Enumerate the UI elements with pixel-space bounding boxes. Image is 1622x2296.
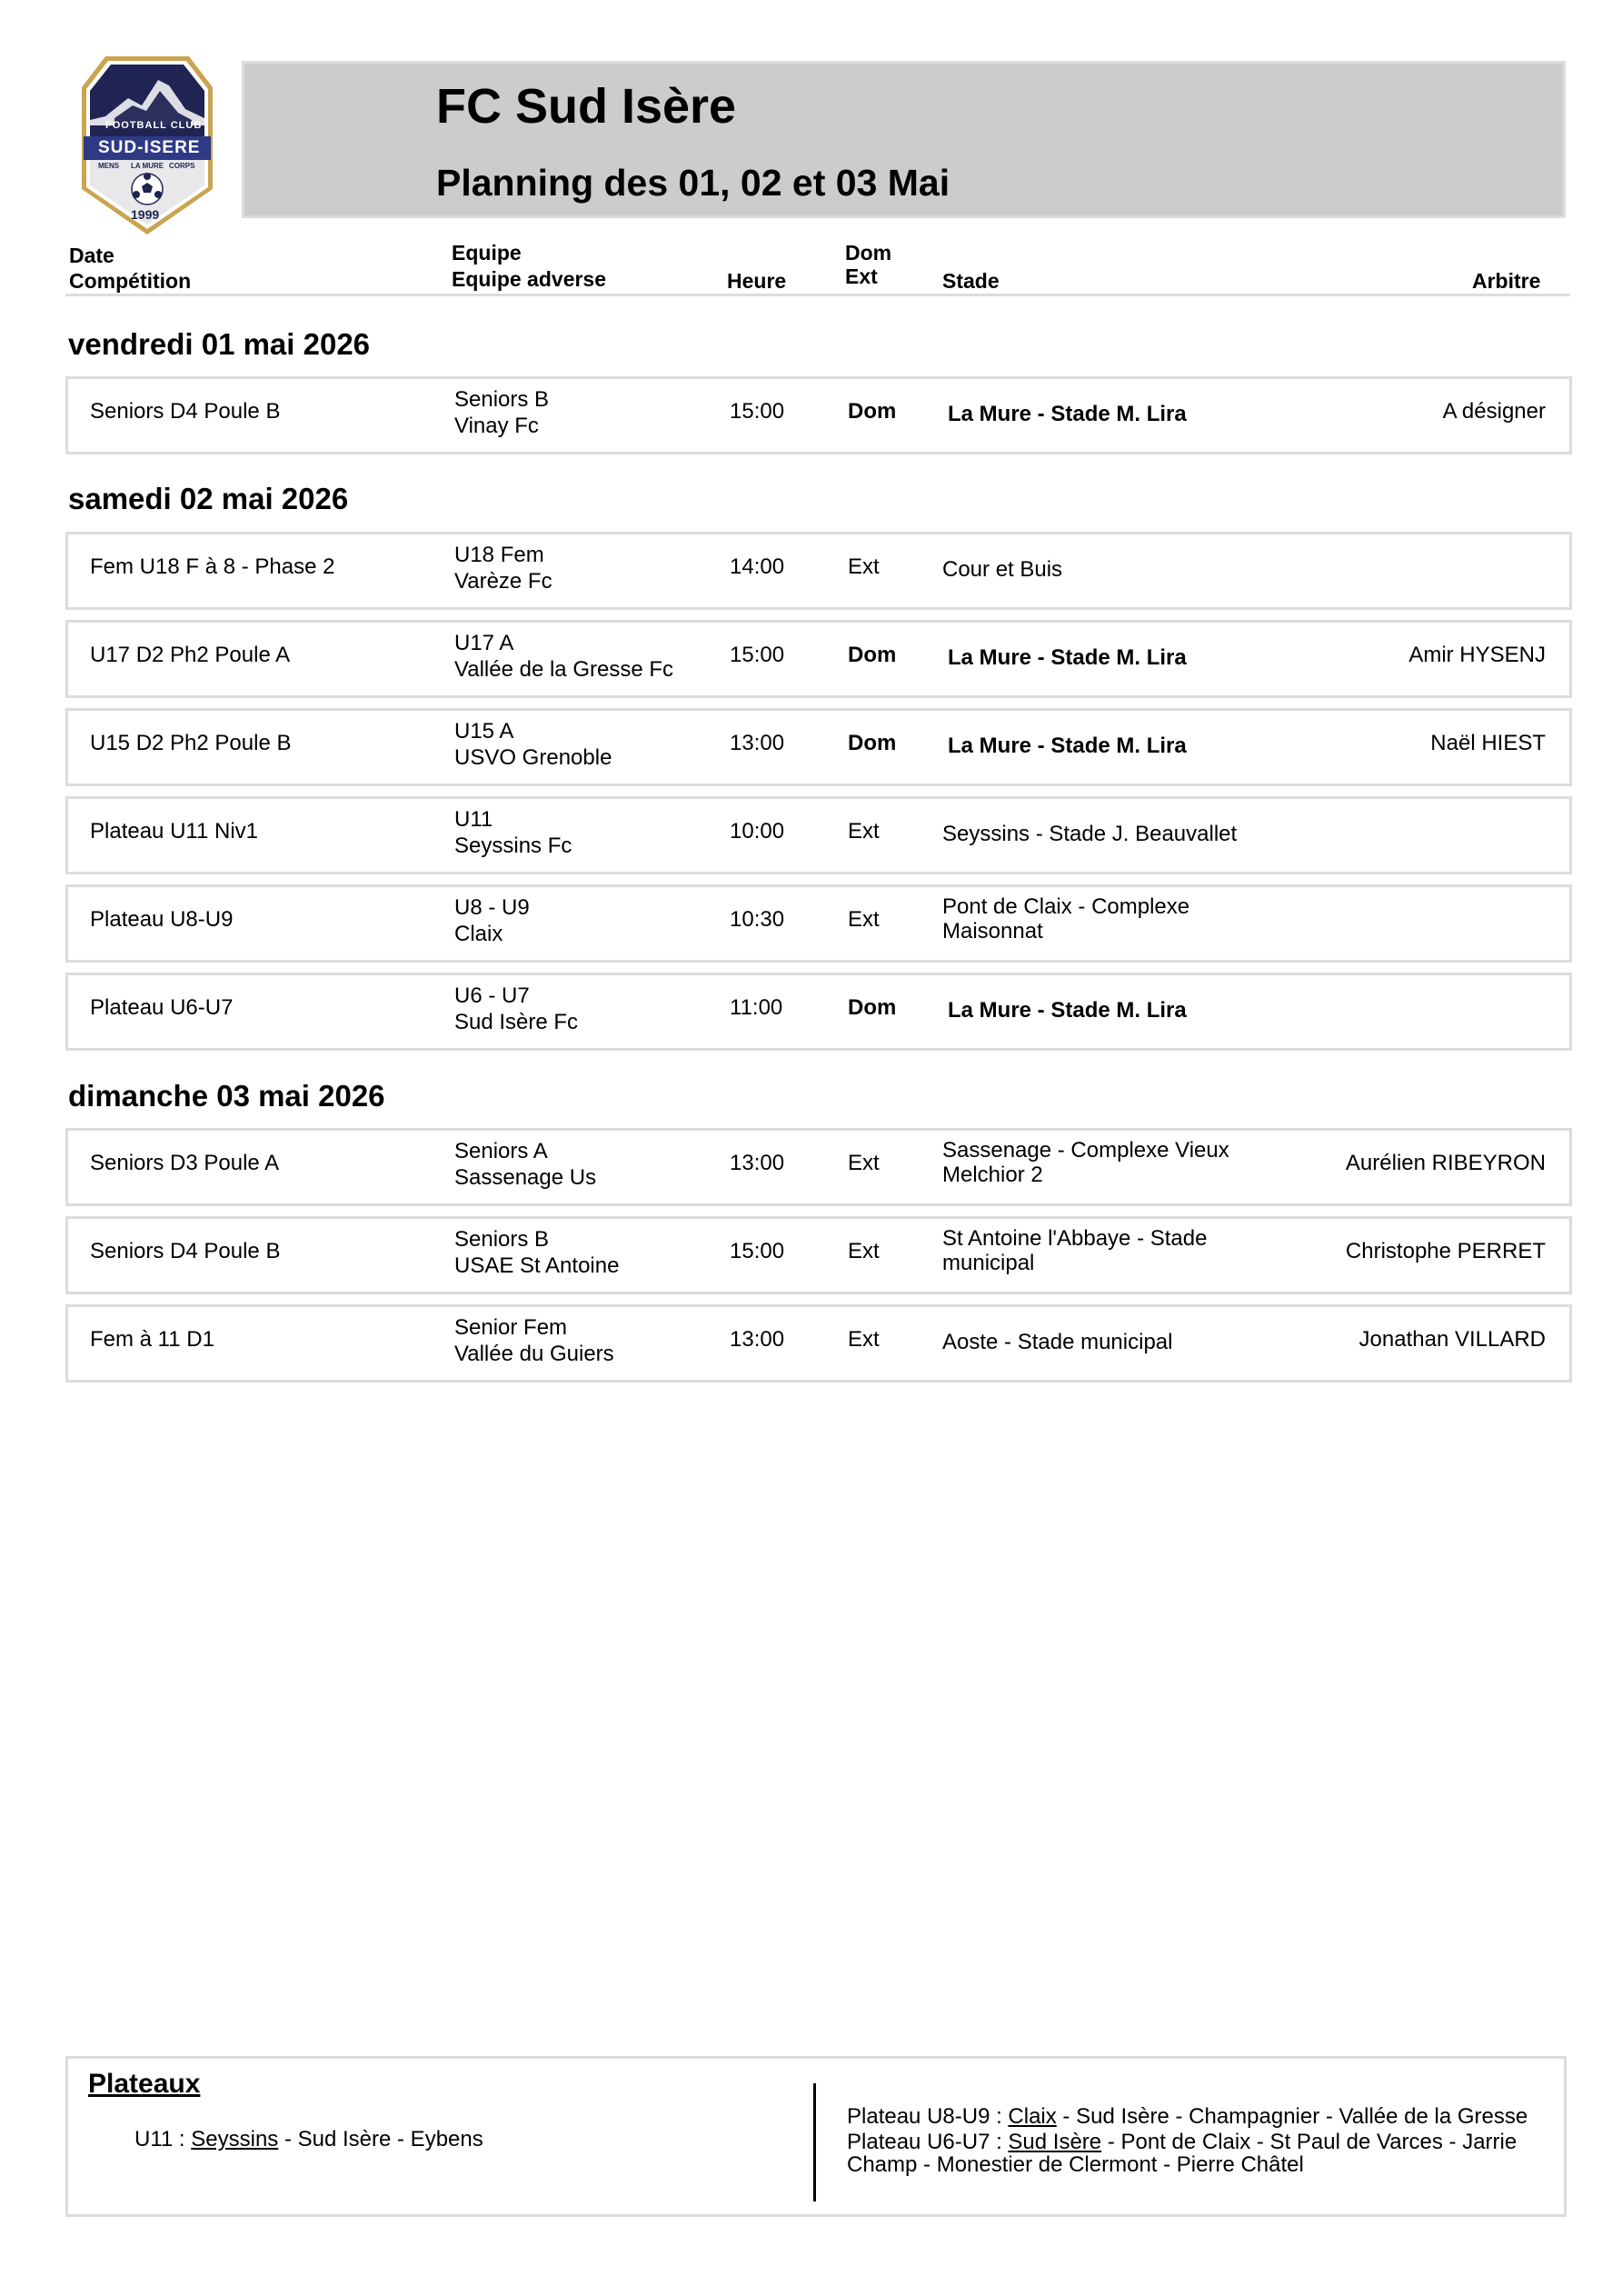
match-stade: La Mure - Stade M. Lira xyxy=(948,645,1187,670)
match-teams xyxy=(454,1226,619,1279)
col-header-equipe: Equipe xyxy=(452,241,522,265)
match-teams xyxy=(454,630,673,683)
match-equipe: U18 Fem xyxy=(454,543,544,567)
match-stade-line2: municipal xyxy=(942,1251,1035,1275)
match-adversaire: Claix xyxy=(454,922,503,946)
match-adversaire: Vallée de la Gresse Fc xyxy=(454,657,673,682)
match-heure: 10:00 xyxy=(730,819,785,844)
match-row xyxy=(65,884,1572,963)
match-teams xyxy=(454,1314,614,1367)
match-heure: 13:00 xyxy=(730,731,785,755)
match-dom-ext: Ext xyxy=(848,1151,880,1175)
match-arbitre: Aurélien RIBEYRON xyxy=(1345,1151,1546,1175)
match-row xyxy=(65,973,1572,1051)
match-dom-ext: Ext xyxy=(848,1239,880,1263)
match-stade xyxy=(942,894,1189,943)
col-header-dom: Dom xyxy=(845,241,892,265)
match-competition: Plateau U8-U9 xyxy=(90,907,234,932)
match-adversaire: Varèze Fc xyxy=(454,569,552,594)
col-header-arbitre: Arbitre xyxy=(1472,269,1541,293)
match-equipe: U6 - U7 xyxy=(454,983,530,1008)
match-equipe: U15 A xyxy=(454,719,514,744)
day-title: vendredi 01 mai 2026 xyxy=(68,327,371,361)
match-stade-line1: St Antoine l'Abbaye - Stade xyxy=(942,1226,1208,1251)
plateau-u8u9-host: Claix xyxy=(1008,2104,1057,2129)
match-stade-line2: Melchior 2 xyxy=(942,1163,1043,1187)
plateau-u6u7-prefix: Plateau U6-U7 : xyxy=(847,2130,1009,2154)
col-header-stade: Stade xyxy=(942,269,1000,293)
match-stade xyxy=(942,1138,1229,1187)
match-heure: 13:00 xyxy=(730,1327,785,1352)
match-stade: La Mure - Stade M. Lira xyxy=(948,734,1187,758)
match-arbitre: A désigner xyxy=(1442,399,1546,424)
match-stade: La Mure - Stade M. Lira xyxy=(948,402,1187,426)
match-adversaire: USVO Grenoble xyxy=(454,745,612,770)
match-dom-ext: Dom xyxy=(848,995,897,1020)
plateau-u11-prefix: U11 : xyxy=(134,2127,192,2151)
match-arbitre: Jonathan VILLARD xyxy=(1358,1327,1546,1352)
plateau-u8u9-prefix: Plateau U8-U9 : xyxy=(847,2104,1009,2129)
plateaux-divider xyxy=(813,2083,816,2201)
match-dom-ext: Dom xyxy=(848,731,897,755)
match-stade xyxy=(942,1226,1207,1275)
match-equipe: Seniors B xyxy=(454,387,550,412)
match-stade-line2: Maisonnat xyxy=(942,919,1043,943)
match-heure: 13:00 xyxy=(730,1151,785,1175)
match-teams xyxy=(454,718,612,771)
header-divider xyxy=(65,294,1570,296)
match-heure: 10:30 xyxy=(730,907,785,932)
match-heure: 15:00 xyxy=(730,643,785,667)
match-competition: Fem à 11 D1 xyxy=(90,1327,214,1352)
match-arbitre: Naël HIEST xyxy=(1430,731,1546,755)
match-heure: 15:00 xyxy=(730,399,785,424)
logo-text-la-mure: LA MURE xyxy=(131,162,164,170)
match-competition: U15 D2 Ph2 Poule B xyxy=(90,731,292,755)
match-row xyxy=(65,620,1572,698)
match-arbitre: Christophe PERRET xyxy=(1345,1239,1546,1263)
match-dom-ext: Ext xyxy=(848,819,880,844)
match-equipe: Senior Fem xyxy=(454,1315,568,1340)
col-header-heure: Heure xyxy=(727,269,787,293)
col-header-date: Date xyxy=(69,244,114,267)
logo-text-sud-isere: SUD-ISERE xyxy=(98,138,201,157)
match-dom-ext: Ext xyxy=(848,1327,880,1352)
match-teams xyxy=(454,983,578,1035)
plateau-u6u7-line xyxy=(847,2131,1517,2153)
plateau-u8u9-rest: - Sud Isère - Champagnier - Vallée de la Gresse xyxy=(1056,2104,1528,2129)
match-equipe: U11 xyxy=(454,807,493,832)
plateau-u11-line xyxy=(134,2127,483,2152)
match-competition: Fem U18 F à 8 - Phase 2 xyxy=(90,554,335,579)
plateau-u8u9-line xyxy=(847,2105,1527,2128)
match-row xyxy=(65,532,1572,610)
match-adversaire: Vinay Fc xyxy=(454,414,539,438)
match-adversaire: Sassenage Us xyxy=(454,1165,597,1190)
match-equipe: U17 A xyxy=(454,631,514,655)
match-stade: Aoste - Stade municipal xyxy=(942,1330,1173,1354)
day-title: dimanche 03 mai 2026 xyxy=(68,1079,385,1113)
match-competition: Seniors D4 Poule B xyxy=(90,1239,281,1263)
match-competition: Seniors D3 Poule A xyxy=(90,1151,280,1175)
match-teams xyxy=(454,386,549,439)
match-row xyxy=(65,1304,1572,1383)
match-teams xyxy=(454,806,572,859)
col-header-competition: Compétition xyxy=(69,269,192,293)
plateau-u6u7-line2: Champ - Monestier de Clermont - Pierre Châtel xyxy=(847,2152,1304,2177)
match-stade-line1: Pont de Claix - Complexe xyxy=(942,894,1190,919)
match-stade: Cour et Buis xyxy=(942,557,1063,582)
logo-text-corps: CORPS xyxy=(169,162,195,170)
plateau-u11-host: Seyssins xyxy=(191,2127,279,2151)
match-dom-ext: Ext xyxy=(848,907,880,932)
match-stade: La Mure - Stade M. Lira xyxy=(948,998,1187,1023)
page-title: FC Sud Isère xyxy=(436,79,737,134)
match-teams xyxy=(454,542,552,594)
match-equipe: Seniors B xyxy=(454,1227,550,1252)
col-header-ext: Ext xyxy=(845,265,878,288)
match-row xyxy=(65,796,1572,874)
match-adversaire: Sud Isère Fc xyxy=(454,1010,579,1034)
match-adversaire: Seyssins Fc xyxy=(454,834,572,858)
match-competition: U17 D2 Ph2 Poule A xyxy=(90,643,291,667)
match-row xyxy=(65,1128,1572,1206)
match-equipe: Seniors A xyxy=(454,1139,548,1163)
match-teams xyxy=(454,1138,596,1191)
match-arbitre: Amir HYSENJ xyxy=(1408,643,1546,667)
day-title: samedi 02 mai 2026 xyxy=(68,482,349,515)
match-adversaire: USAE St Antoine xyxy=(454,1253,620,1278)
plateau-u11-rest: - Sud Isère - Eybens xyxy=(278,2127,483,2151)
match-row xyxy=(65,376,1572,454)
match-heure: 14:00 xyxy=(730,554,785,579)
match-dom-ext: Dom xyxy=(848,399,897,424)
plateau-u6u7-host: Sud Isère xyxy=(1008,2130,1102,2154)
match-competition: Plateau U6-U7 xyxy=(90,995,234,1020)
page-subtitle: Planning des 01, 02 et 03 Mai xyxy=(436,162,950,204)
logo-football-icon xyxy=(132,173,163,205)
match-stade-line1: Sassenage - Complexe Vieux xyxy=(942,1138,1229,1163)
plateaux-title: Plateaux xyxy=(88,2069,201,2099)
match-heure: 15:00 xyxy=(730,1239,785,1263)
match-dom-ext: Dom xyxy=(848,643,897,667)
match-heure: 11:00 xyxy=(730,995,783,1020)
match-stade: Seyssins - Stade J. Beauvallet xyxy=(942,822,1238,846)
plateau-u6u7-rest: - Pont de Claix - St Paul de Varces - Jarrie xyxy=(1101,2130,1518,2154)
logo-text-year: 1999 xyxy=(131,207,160,222)
club-logo xyxy=(78,53,216,238)
match-teams xyxy=(454,894,530,947)
logo-text-mens: MENS xyxy=(98,162,120,170)
match-competition: Seniors D4 Poule B xyxy=(90,399,281,424)
match-row xyxy=(65,1216,1572,1294)
col-header-equipe-adverse: Equipe adverse xyxy=(452,267,607,291)
match-competition: Plateau U11 Niv1 xyxy=(90,819,258,844)
match-adversaire: Vallée du Guiers xyxy=(454,1342,614,1366)
match-dom-ext: Ext xyxy=(848,554,880,579)
match-equipe: U8 - U9 xyxy=(454,895,530,920)
logo-text-football-club: FOOTBALL CLUB xyxy=(105,120,203,131)
match-row xyxy=(65,708,1572,786)
